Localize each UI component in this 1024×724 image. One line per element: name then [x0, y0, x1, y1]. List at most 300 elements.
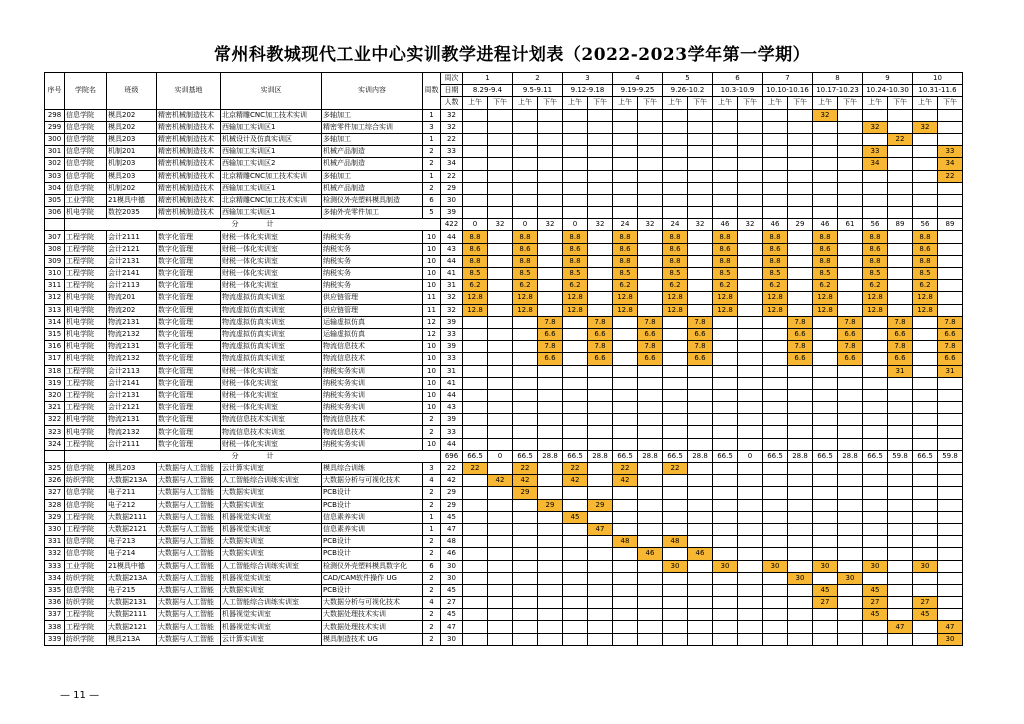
schedule-cell: [638, 146, 663, 158]
schedule-cell: [463, 194, 488, 206]
schedule-cell: [688, 475, 713, 487]
table-row: [45, 341, 963, 353]
schedule-cell: [838, 292, 863, 304]
schedule-cell: 8.5: [913, 268, 938, 280]
schedule-cell: [888, 194, 913, 206]
schedule-cell: [763, 365, 788, 377]
row-weeks: 2: [423, 182, 441, 194]
table-row: [45, 487, 963, 499]
row-content: 运输虚拟仿真: [322, 328, 423, 340]
schedule-cell: [813, 633, 838, 645]
schedule-cell: [588, 133, 613, 145]
schedule-cell: 8.8: [763, 255, 788, 267]
schedule-cell: [563, 414, 588, 426]
schedule-cell: [838, 170, 863, 182]
schedule-cell: 30: [763, 560, 788, 572]
schedule-cell: 12.8: [663, 304, 688, 316]
row-seq: 300: [45, 133, 65, 145]
schedule-cell: [838, 633, 863, 645]
schedule-cell: 8.5: [763, 268, 788, 280]
schedule-cell: [838, 584, 863, 596]
schedule-cell: 6.6: [888, 328, 913, 340]
row-weeks: 2: [423, 548, 441, 560]
row-base: 精密机械制造技术: [157, 133, 221, 145]
schedule-cell: [813, 572, 838, 584]
row-base: 数字化管理: [157, 304, 221, 316]
schedule-cell: 8.8: [513, 231, 538, 243]
schedule-cell: [513, 146, 538, 158]
schedule-cell: [838, 280, 863, 292]
row-weeks: 11: [423, 292, 441, 304]
schedule-cell: [863, 341, 888, 353]
schedule-cell: [788, 170, 813, 182]
schedule-cell: [588, 487, 613, 499]
schedule-cell: [863, 328, 888, 340]
schedule-cell: [763, 499, 788, 511]
schedule-cell: 30: [863, 560, 888, 572]
row-base: 大数据与人工智能: [157, 536, 221, 548]
schedule-cell: 42: [488, 475, 513, 487]
row-area: 大数据实训室: [221, 487, 322, 499]
row-seq: 324: [45, 438, 65, 450]
row-area: 西输加工实训区1: [221, 182, 322, 194]
row-base: 大数据与人工智能: [157, 548, 221, 560]
header-pm: 下午: [738, 97, 763, 109]
table-row: [45, 133, 963, 145]
week-date: 10.24-10.30: [863, 85, 913, 97]
schedule-cell: [538, 572, 563, 584]
schedule-cell: [463, 633, 488, 645]
schedule-cell: 8.5: [463, 268, 488, 280]
schedule-cell: [813, 377, 838, 389]
header-am: 上午: [713, 97, 738, 109]
row-people: 39: [441, 414, 463, 426]
schedule-cell: 8.8: [713, 231, 738, 243]
schedule-cell: [613, 548, 638, 560]
table-row: [45, 463, 963, 475]
row-content: CAD/CAM软件操作 UG: [322, 572, 423, 584]
row-people: 33: [441, 353, 463, 365]
row-people: 48: [441, 536, 463, 548]
schedule-cell: [938, 609, 963, 621]
table-row: [45, 597, 963, 609]
schedule-cell: 33: [863, 146, 888, 158]
row-seq: 322: [45, 414, 65, 426]
row-class: 会计2141: [107, 377, 157, 389]
schedule-cell: [488, 194, 513, 206]
schedule-cell: [688, 133, 713, 145]
schedule-cell: 48: [613, 536, 638, 548]
row-base: 数字化管理: [157, 316, 221, 328]
schedule-cell: [488, 426, 513, 438]
schedule-cell: [563, 536, 588, 548]
schedule-cell: [463, 572, 488, 584]
schedule-cell: [763, 133, 788, 145]
header-am: 上午: [463, 97, 488, 109]
schedule-cell: [938, 133, 963, 145]
row-area: 财税一体化实训室: [221, 389, 322, 401]
row-weeks: 12: [423, 328, 441, 340]
row-college: 工业学院: [65, 194, 107, 206]
row-college: 机电学院: [65, 292, 107, 304]
schedule-cell: [813, 438, 838, 450]
row-base: 大数据与人工智能: [157, 621, 221, 633]
schedule-cell: 8.8: [663, 231, 688, 243]
schedule-cell: 8.8: [713, 255, 738, 267]
row-class: 大数据2131: [107, 597, 157, 609]
schedule-cell: [838, 207, 863, 219]
row-area: 财税一体化实训室: [221, 231, 322, 243]
schedule-cell: 8.5: [613, 268, 638, 280]
schedule-cell: 30: [813, 560, 838, 572]
page-number: — 11 —: [60, 690, 100, 701]
schedule-cell: [888, 487, 913, 499]
row-content: 物流信息技术: [322, 353, 423, 365]
schedule-cell: 45: [863, 584, 888, 596]
schedule-cell: [463, 475, 488, 487]
schedule-cell: 12.8: [863, 292, 888, 304]
schedule-cell: [513, 499, 538, 511]
schedule-cell: [713, 121, 738, 133]
row-content: 纳税实务实训: [322, 438, 423, 450]
schedule-cell: [513, 523, 538, 535]
schedule-cell: 22: [513, 463, 538, 475]
row-seq: 327: [45, 487, 65, 499]
row-content: PCB设计: [322, 536, 423, 548]
schedule-cell: [913, 341, 938, 353]
schedule-cell: [688, 463, 713, 475]
header-am: 上午: [663, 97, 688, 109]
header-pm: 下午: [638, 97, 663, 109]
schedule-cell: [763, 426, 788, 438]
row-content: 纳税实务: [322, 268, 423, 280]
subtotal-label: 分 计: [65, 450, 441, 462]
schedule-cell: [763, 158, 788, 170]
schedule-cell: [513, 584, 538, 596]
schedule-cell: [938, 523, 963, 535]
row-content: 纳税实务实训: [322, 377, 423, 389]
schedule-cell: [688, 536, 713, 548]
schedule-cell: [738, 499, 763, 511]
row-college: 工程学院: [65, 365, 107, 377]
row-class: 机制201: [107, 146, 157, 158]
row-college: 信息学院: [65, 109, 107, 121]
schedule-cell: [713, 158, 738, 170]
schedule-cell: [913, 633, 938, 645]
schedule-cell: [488, 365, 513, 377]
schedule-cell: 7.8: [938, 341, 963, 353]
schedule-cell: [463, 438, 488, 450]
schedule-cell: [538, 560, 563, 572]
row-base: 精密机械制造技术: [157, 182, 221, 194]
schedule-cell: [738, 255, 763, 267]
schedule-cell: [663, 207, 688, 219]
schedule-cell: [813, 121, 838, 133]
schedule-cell: [563, 365, 588, 377]
schedule-cell: [488, 438, 513, 450]
schedule-cell: 8.8: [813, 255, 838, 267]
schedule-cell: 6.2: [563, 280, 588, 292]
schedule-cell: [538, 207, 563, 219]
schedule-cell: [488, 511, 513, 523]
schedule-cell: [513, 402, 538, 414]
row-seq: 328: [45, 499, 65, 511]
schedule-cell: [463, 609, 488, 621]
schedule-cell: [838, 402, 863, 414]
row-seq: 339: [45, 633, 65, 645]
row-seq: 301: [45, 146, 65, 158]
schedule-cell: [663, 438, 688, 450]
row-college: 机电学院: [65, 328, 107, 340]
schedule-cell: [538, 475, 563, 487]
schedule-cell: [538, 268, 563, 280]
schedule-cell: [813, 487, 838, 499]
schedule-cell: 7.8: [538, 316, 563, 328]
row-college: 工程学院: [65, 280, 107, 292]
schedule-cell: 6.2: [863, 280, 888, 292]
schedule-cell: [763, 389, 788, 401]
header-am: 上午: [563, 97, 588, 109]
schedule-cell: [763, 621, 788, 633]
schedule-cell: [563, 146, 588, 158]
schedule-cell: 6.6: [938, 353, 963, 365]
row-base: 大数据与人工智能: [157, 572, 221, 584]
row-weeks: 10: [423, 365, 441, 377]
schedule-cell: [638, 207, 663, 219]
schedule-cell: [813, 133, 838, 145]
schedule-cell: [638, 499, 663, 511]
subtotal-people: 696: [441, 450, 463, 462]
row-college: 工业学院: [65, 560, 107, 572]
schedule-cell: [563, 426, 588, 438]
subtotal-cell: 24: [613, 219, 638, 231]
schedule-cell: [763, 194, 788, 206]
schedule-cell: [713, 389, 738, 401]
schedule-cell: 8.8: [763, 231, 788, 243]
schedule-cell: [488, 621, 513, 633]
schedule-cell: [913, 463, 938, 475]
subtotal-cell: 66.5: [913, 450, 938, 462]
schedule-cell: [763, 572, 788, 584]
schedule-cell: [788, 121, 813, 133]
schedule-cell: [563, 328, 588, 340]
schedule-cell: [713, 353, 738, 365]
schedule-cell: [713, 499, 738, 511]
schedule-cell: [738, 609, 763, 621]
schedule-cell: [938, 499, 963, 511]
schedule-cell: [613, 438, 638, 450]
schedule-cell: [913, 365, 938, 377]
schedule-cell: [788, 621, 813, 633]
schedule-cell: [863, 475, 888, 487]
schedule-cell: 30: [663, 560, 688, 572]
row-people: 29: [441, 487, 463, 499]
schedule-cell: [888, 572, 913, 584]
schedule-cell: [488, 146, 513, 158]
subtotal-row: [45, 219, 963, 231]
schedule-cell: [913, 353, 938, 365]
schedule-cell: [863, 621, 888, 633]
schedule-cell: [488, 548, 513, 560]
schedule-cell: [713, 463, 738, 475]
schedule-cell: [663, 353, 688, 365]
row-people: 29: [441, 182, 463, 194]
row-college: 工程学院: [65, 511, 107, 523]
schedule-cell: [663, 548, 688, 560]
schedule-cell: [888, 523, 913, 535]
schedule-cell: 6.6: [838, 353, 863, 365]
subtotal-cell: 0: [488, 450, 513, 462]
schedule-cell: [538, 146, 563, 158]
row-seq: 309: [45, 255, 65, 267]
schedule-cell: [763, 438, 788, 450]
schedule-cell: [813, 523, 838, 535]
schedule-cell: [888, 207, 913, 219]
schedule-cell: [588, 633, 613, 645]
row-weeks: 4: [423, 597, 441, 609]
schedule-cell: [788, 438, 813, 450]
schedule-cell: [688, 365, 713, 377]
schedule-cell: [463, 328, 488, 340]
row-class: 大数据213A: [107, 475, 157, 487]
schedule-cell: [763, 328, 788, 340]
schedule-cell: [838, 304, 863, 316]
schedule-cell: [713, 487, 738, 499]
schedule-cell: [763, 487, 788, 499]
schedule-cell: [638, 609, 663, 621]
schedule-cell: [463, 353, 488, 365]
schedule-cell: 12.8: [613, 304, 638, 316]
schedule-cell: [888, 475, 913, 487]
schedule-cell: [688, 414, 713, 426]
schedule-cell: [913, 402, 938, 414]
schedule-cell: [613, 487, 638, 499]
row-weeks: 10: [423, 353, 441, 365]
row-base: 精密机械制造技术: [157, 207, 221, 219]
row-college: 工程学院: [65, 268, 107, 280]
schedule-cell: [488, 170, 513, 182]
subtotal-cell: 66.5: [863, 450, 888, 462]
schedule-cell: [588, 597, 613, 609]
schedule-cell: [738, 365, 763, 377]
week-date: 9.12-9.18: [563, 85, 613, 97]
schedule-cell: [738, 633, 763, 645]
schedule-cell: [888, 389, 913, 401]
table-row: [45, 328, 963, 340]
row-college: 信息学院: [65, 182, 107, 194]
row-base: 大数据与人工智能: [157, 597, 221, 609]
schedule-cell: 30: [913, 560, 938, 572]
row-college: 工程学院: [65, 621, 107, 633]
schedule-cell: [763, 377, 788, 389]
row-content: 多轴外壳零件加工: [322, 207, 423, 219]
row-weeks: 2: [423, 158, 441, 170]
schedule-cell: [763, 414, 788, 426]
schedule-cell: [688, 402, 713, 414]
schedule-cell: [738, 377, 763, 389]
row-class: 电子214: [107, 548, 157, 560]
schedule-cell: [563, 389, 588, 401]
subtotal-cell: 32: [588, 219, 613, 231]
schedule-cell: [888, 633, 913, 645]
row-seq: 334: [45, 572, 65, 584]
schedule-cell: [713, 475, 738, 487]
schedule-cell: [538, 402, 563, 414]
row-content: 信息素养实训: [322, 523, 423, 535]
header-class: 班级: [107, 73, 157, 110]
schedule-cell: 8.8: [913, 255, 938, 267]
schedule-cell: [663, 609, 688, 621]
schedule-cell: [738, 304, 763, 316]
schedule-cell: [588, 365, 613, 377]
schedule-cell: [688, 597, 713, 609]
row-area: 大数据实训室: [221, 499, 322, 511]
schedule-cell: [913, 475, 938, 487]
schedule-cell: [738, 511, 763, 523]
row-class: 大数据2111: [107, 609, 157, 621]
schedule-cell: [488, 121, 513, 133]
schedule-cell: [463, 597, 488, 609]
schedule-cell: [913, 548, 938, 560]
row-base: 数字化管理: [157, 231, 221, 243]
row-base: 大数据与人工智能: [157, 463, 221, 475]
table-row: [45, 536, 963, 548]
subtotal-row: [45, 450, 963, 462]
schedule-cell: [563, 621, 588, 633]
schedule-cell: [663, 365, 688, 377]
subtotal-cell: 0: [563, 219, 588, 231]
schedule-cell: [513, 609, 538, 621]
row-people: 31: [441, 365, 463, 377]
row-seq: 338: [45, 621, 65, 633]
schedule-cell: 22: [938, 170, 963, 182]
schedule-cell: [813, 548, 838, 560]
row-seq: 330: [45, 523, 65, 535]
schedule-cell: [713, 633, 738, 645]
schedule-cell: [763, 475, 788, 487]
subtotal-cell: 66.5: [463, 450, 488, 462]
schedule-cell: [538, 463, 563, 475]
schedule-cell: 46: [638, 548, 663, 560]
schedule-cell: [463, 146, 488, 158]
week-date: 9.19-9.25: [613, 85, 663, 97]
row-weeks: 10: [423, 377, 441, 389]
schedule-cell: [838, 231, 863, 243]
header-pm: 下午: [688, 97, 713, 109]
schedule-cell: [788, 377, 813, 389]
schedule-cell: [588, 475, 613, 487]
schedule-cell: [638, 475, 663, 487]
header-am: 上午: [913, 97, 938, 109]
schedule-cell: [663, 572, 688, 584]
row-people: 27: [441, 597, 463, 609]
schedule-cell: [763, 536, 788, 548]
schedule-cell: 29: [588, 499, 613, 511]
row-seq: 333: [45, 560, 65, 572]
schedule-cell: [663, 487, 688, 499]
schedule-cell: [638, 194, 663, 206]
schedule-cell: [638, 597, 663, 609]
schedule-cell: [888, 377, 913, 389]
schedule-cell: 8.6: [913, 243, 938, 255]
schedule-cell: [513, 621, 538, 633]
row-area: 人工智能综合训练实训室: [221, 475, 322, 487]
row-class: 物流2132: [107, 426, 157, 438]
week-number: 1: [463, 73, 513, 85]
row-base: 大数据与人工智能: [157, 584, 221, 596]
schedule-cell: 6.6: [638, 328, 663, 340]
schedule-cell: [813, 511, 838, 523]
